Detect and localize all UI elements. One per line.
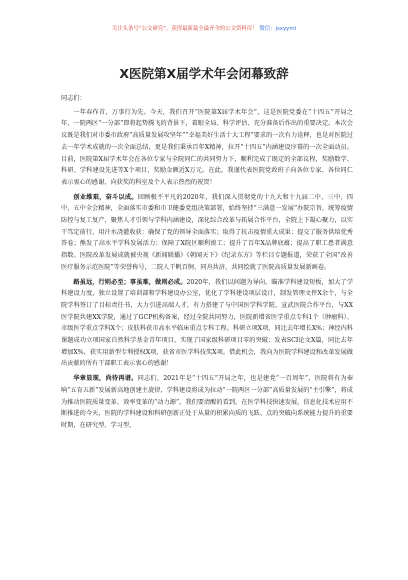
paragraph-2-text: 回顾极不平凡的2020年，我们深入贯彻党的十九大和十九届二中、三中、四中、五中全会精神，全面落实市委和市卫健委党组决策部署，始终坚持“三满意一发展”办院宗旨，统筹疫情防控与复工复产，聚焦人才引领与学科内涵建设，深化综合改革与拓展合作平台，全院上下凝心聚力，以实干笃定前行，用汗水浇灌收获：确保了党的领导全面落实；取得了抗击疫情重大成果；提交了服务供给优秀答卷；熊发了高水平学科发展活力；保障了X院区顺利竣工；提升了百年X品牌底蕴；提高了职工患者满意指数。医院改革发展成就被央视《新闻联播》《朝闻天下》《纪录东方》等栏目专题报道，荣获了全国“改善医疗服务示范医院”等荣誉称号，二院人干帆百舸、同舟共济，共同绘就了医院高质量发展新画卷。 — [61, 193, 353, 271]
banner-promo-text: 关注头条号“公文研究”，获得最新最全最齐全的公文资料库！ — [111, 26, 258, 32]
paragraph-2-lead: 创业维艰，奋斗以成。 — [73, 193, 138, 201]
paragraph-3-text: 2020年，我们以问题为导向，瞄准学科建设短板，加大了学科建设力度，独立设置了培训部和学科建设办公室，优化了学科建设项层设计，制发管理文件X余个，与全院学科签订了目标责任书，大力引进高端人才，有力搭建了与中国医学科学院、宣武医院合作平台，与XX医学院共建XX学院，通过了GCP机构备案，经过全院共同努力，医院新增省医学重点专科1个（肿瘤科）、市级医学重点学科X个；皮肤科获市高水平临床重点专科工程。科研立项X项，同比去年增长X%；神经内科课题成功立项国家自然科学基金青年项目，实现了国家级科研项目零的突破；发表SCI论文X篇，同比去年增加X%，获实用新型专利授权X项，获省市医学科技奖X项。借此机会，我向为医院学科建设和改革发展做出贡献的所有干部职工表示衷心的感谢！ — [61, 278, 354, 368]
banner-wechat-text: 微信：jsxyyml — [259, 26, 297, 32]
document-body — [61, 93, 353, 435]
paragraph-4-text: 同志们，2021年是“十四五”开局之年，也是建党“一百周年”，医院将有为奉响“五育五新”发展新高地创建主旋律，学科建设将成为拉动“一院两区一分部”高质量发展的“主引擎”，将成为推动医院质量变革、效率变革的“动力源”，我们要清醒的看到，在医学科技快速发展，信息化技术应用不断推进的今天，医院的学科建设和科研创新正处于从量的积累向质的飞跃、点的突破向系统能力提升的重要时期，在研究型、学习型、 — [61, 375, 354, 429]
paragraph-2 — [61, 192, 353, 274]
paragraph-3-lead: 路虽远，行则必至；事虽难，做则必成。 — [73, 278, 187, 286]
paragraph-1-text: 一年春作首，万事行为先。今天，我们召开“医院第X届学术年会”，这是医院党委在“十四五”开局之年，一院两区“一分部”即将起势腾飞的背景下，着眼全局、科学评估、充分准备后作出的重要决定。本次会议既是我们对市委市政府“高质量发展攻坚年”“幸福美好生活十大工程”要求的一次有力诠释，也是对医院过去一年学术成就的一次全面总结，更是我们秉承百年X精神，拉开“十四五”内涵建设序幕的一次全面动员。目前，医院第X届学术年会在各位专家与全院同仁的共同努力下，顺利完成了既定的全部议程，奖励数学、科研、学科建设先进等X个项目，奖励金额近X万元。在此，我谨代表医院党政班子向各位专家、各位同仁表示衷心的感谢，向获奖的科室及个人表示热烈的祝贺！ — [61, 108, 353, 186]
document-title: X医院第X届学术年会闭幕致辞 — [119, 66, 289, 81]
salutation: 同志们： — [61, 95, 86, 102]
paragraph-3 — [61, 277, 353, 371]
paragraph-1 — [61, 107, 353, 189]
header-banner — [0, 26, 408, 33]
paragraph-4-lead: 华章显现，尚待再谱。 — [73, 375, 138, 383]
paragraph-4 — [61, 373, 353, 432]
